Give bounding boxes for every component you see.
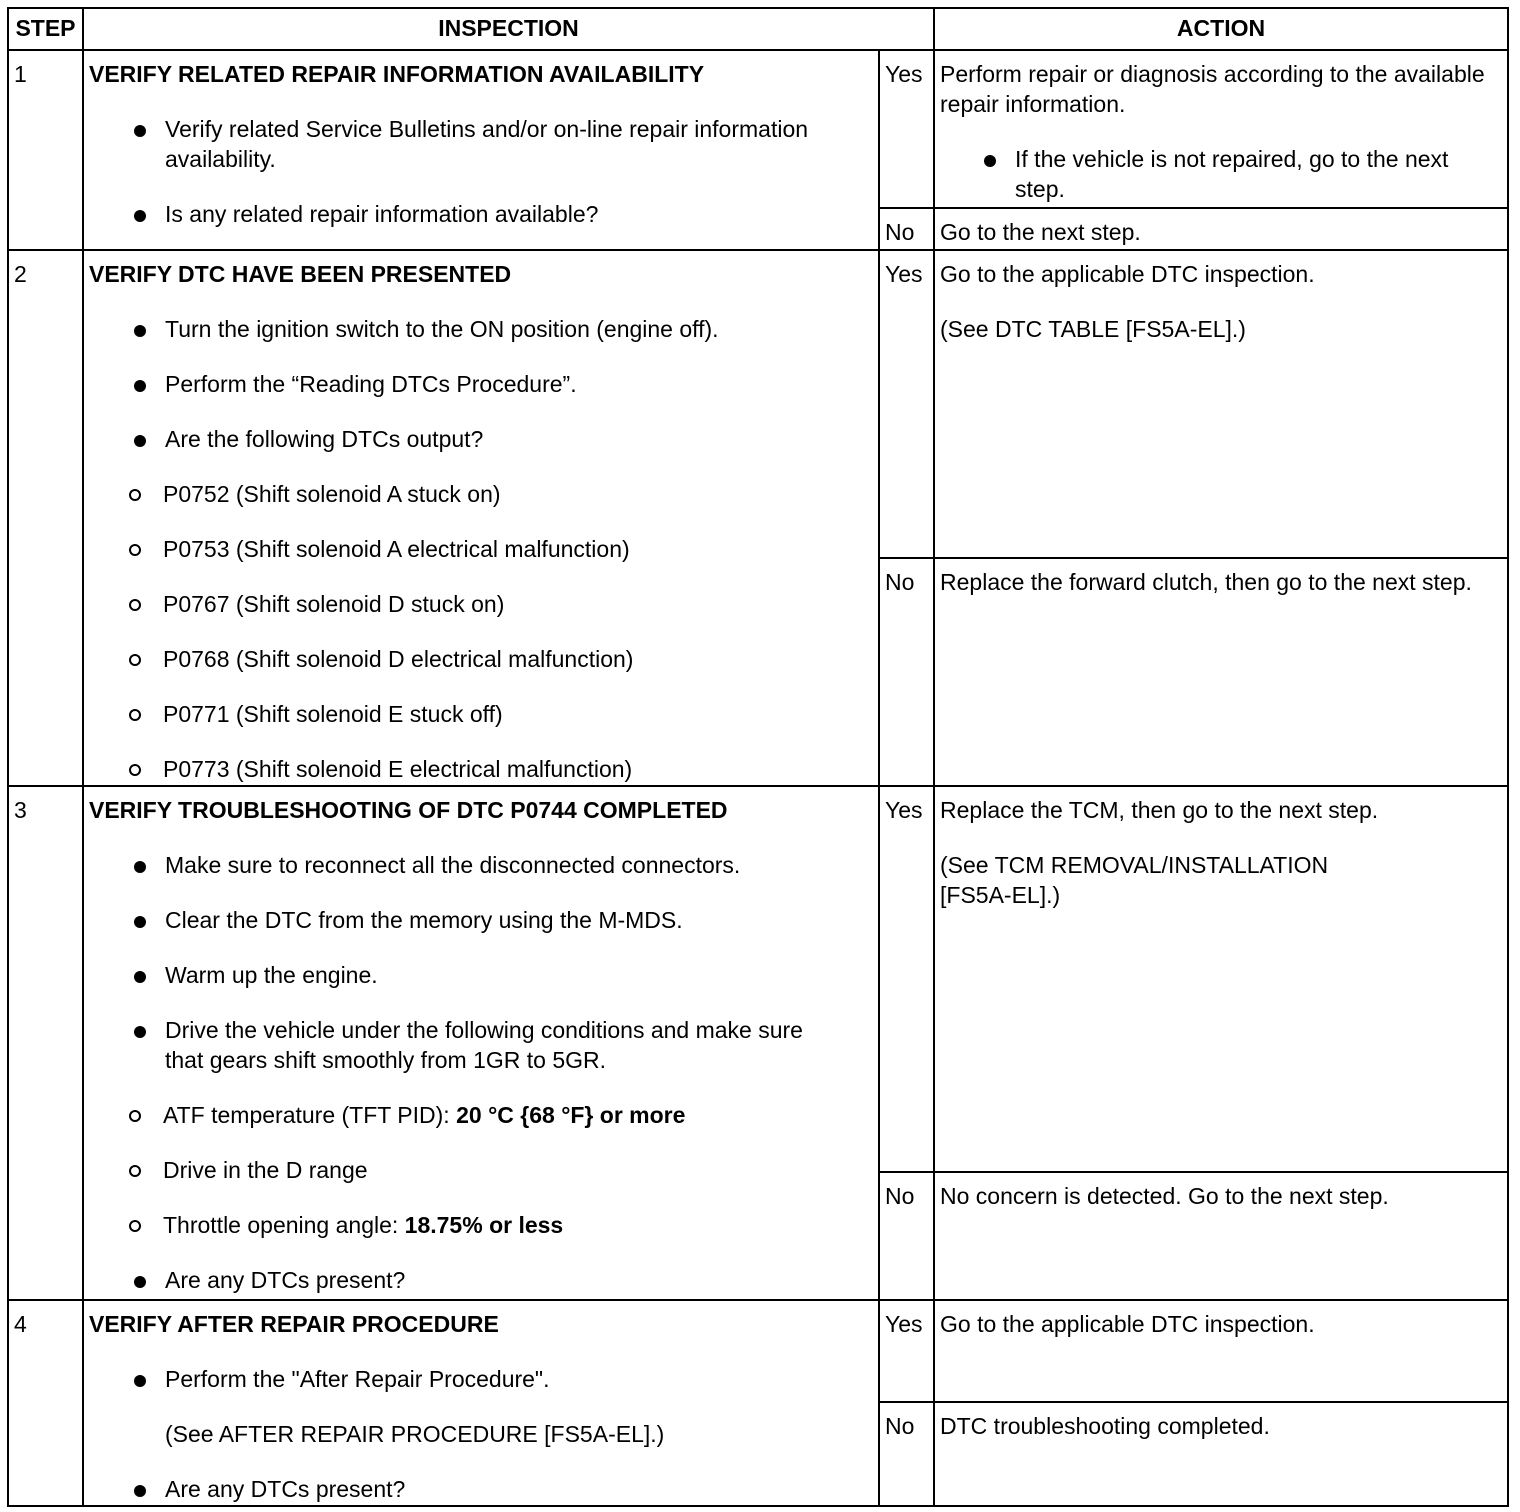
step-2-dtc-2: P0753 (Shift solenoid A electrical malfunction) bbox=[89, 534, 872, 564]
step-3-bullet-3: Warm up the engine. bbox=[89, 960, 872, 990]
step-3-title: VERIFY TROUBLESHOOTING OF DTC P0744 COMPLETED bbox=[89, 797, 728, 823]
step-2-dtc-5: P0771 (Shift solenoid E stuck off) bbox=[89, 699, 872, 729]
inspection-header: INSPECTION bbox=[83, 8, 934, 50]
step-1-bullet-2: Is any related repair information available? bbox=[89, 199, 872, 229]
step-3-condition-3 bbox=[89, 1210, 812, 1240]
step-2-dtc-3: P0767 (Shift solenoid D stuck on) bbox=[89, 589, 872, 619]
step-3-condition-2: Drive in the D range bbox=[89, 1155, 812, 1185]
step-1-yes-text: Perform repair or diagnosis according to the available repair information. bbox=[940, 61, 1485, 117]
step-2-number: 2 bbox=[8, 250, 83, 786]
step-4-title: VERIFY AFTER REPAIR PROCEDURE bbox=[89, 1311, 499, 1337]
step-3-inspection bbox=[83, 786, 879, 1300]
step-2-yes-label: Yes bbox=[879, 250, 934, 558]
step-3-condition-1-value: 20 °C {68 °F} or more bbox=[456, 1102, 686, 1128]
step-4-bullet-2: Are any DTCs present? bbox=[89, 1474, 872, 1504]
diagnostic-table bbox=[7, 7, 1509, 1507]
step-1-inspection bbox=[83, 50, 879, 250]
step-1-yes-action bbox=[934, 50, 1508, 208]
step-3-condition-1-label: ATF temperature (TFT PID): bbox=[163, 1102, 457, 1128]
header-row bbox=[8, 8, 1508, 50]
step-1-row-yes bbox=[8, 50, 1508, 208]
action-header: ACTION bbox=[934, 8, 1508, 50]
step-4-note: (See AFTER REPAIR PROCEDURE [FS5A-EL].) bbox=[165, 1421, 665, 1447]
step-2-dtc-4: P0768 (Shift solenoid D electrical malfunction) bbox=[89, 644, 872, 674]
step-3-number: 3 bbox=[8, 786, 83, 1300]
step-4-inspection bbox=[83, 1300, 879, 1506]
step-2-bullet-1: Turn the ignition switch to the ON position (engine off). bbox=[89, 314, 872, 344]
step-1-yes-bullet: If the vehicle is not repaired, go to the next step. bbox=[940, 144, 1501, 204]
step-4-yes-action: Go to the applicable DTC inspection. bbox=[934, 1300, 1508, 1402]
step-3-condition-1 bbox=[89, 1100, 812, 1130]
step-1-no-action: Go to the next step. bbox=[934, 208, 1508, 250]
step-4-no-action: DTC troubleshooting completed. bbox=[934, 1402, 1508, 1506]
step-2-dtc-1: P0752 (Shift solenoid A stuck on) bbox=[89, 479, 872, 509]
step-2-yes-action bbox=[934, 250, 1508, 558]
step-2-bullet-2: Perform the “Reading DTCs Procedure”. bbox=[89, 369, 872, 399]
step-4-row-yes bbox=[8, 1300, 1508, 1402]
step-1-yes-label: Yes bbox=[879, 50, 934, 208]
step-2-title: VERIFY DTC HAVE BEEN PRESENTED bbox=[89, 261, 512, 287]
step-2-no-label: No bbox=[879, 558, 934, 786]
step-3-yes-ref: (See TCM REMOVAL/INSTALLATION [FS5A-EL].) bbox=[940, 852, 1329, 908]
step-3-bullet-5: Are any DTCs present? bbox=[89, 1265, 872, 1295]
step-2-bullet-3: Are the following DTCs output? bbox=[89, 424, 872, 454]
step-2-yes-text: Go to the applicable DTC inspection. bbox=[940, 261, 1315, 287]
step-3-yes-label: Yes bbox=[879, 786, 934, 1172]
step-3-bullet-4 bbox=[89, 1015, 872, 1240]
step-3-yes-action bbox=[934, 786, 1508, 1172]
step-1-bullet-1: Verify related Service Bulletins and/or on-line repair information availability. bbox=[89, 114, 872, 174]
step-3-bullet-2: Clear the DTC from the memory using the M-MDS. bbox=[89, 905, 872, 935]
step-4-no-label: No bbox=[879, 1402, 934, 1506]
step-2-inspection bbox=[83, 250, 879, 786]
step-3-condition-3-label: Throttle opening angle: bbox=[163, 1212, 405, 1238]
step-3-no-label: No bbox=[879, 1172, 934, 1300]
step-2-yes-ref: (See DTC TABLE [FS5A-EL].) bbox=[940, 316, 1246, 342]
step-4-yes-label: Yes bbox=[879, 1300, 934, 1402]
step-2-row-yes bbox=[8, 250, 1508, 558]
step-1-no-label: No bbox=[879, 208, 934, 250]
step-2-dtc-6: P0773 (Shift solenoid E electrical malfunction) bbox=[89, 754, 872, 784]
step-3-condition-3-value: 18.75% or less bbox=[404, 1212, 564, 1238]
step-3-bullet-1: Make sure to reconnect all the disconnected connectors. bbox=[89, 850, 872, 880]
step-3-yes-text: Replace the TCM, then go to the next step. bbox=[940, 797, 1379, 823]
step-2-no-action: Replace the forward clutch, then go to the next step. bbox=[934, 558, 1508, 786]
step-1-title: VERIFY RELATED REPAIR INFORMATION AVAILABILITY bbox=[89, 61, 705, 87]
step-3-row-yes bbox=[8, 786, 1508, 1172]
step-header: STEP bbox=[8, 8, 83, 50]
step-4-number: 4 bbox=[8, 1300, 83, 1506]
step-1-number: 1 bbox=[8, 50, 83, 250]
step-3-no-action: No concern is detected. Go to the next step. bbox=[934, 1172, 1508, 1300]
step-4-bullet-1: Perform the "After Repair Procedure". bbox=[89, 1364, 872, 1394]
step-3-bullet-4-text: Drive the vehicle under the following conditions and make sure that gears shift smoothly from 1GR to 5GR. bbox=[165, 1017, 803, 1073]
